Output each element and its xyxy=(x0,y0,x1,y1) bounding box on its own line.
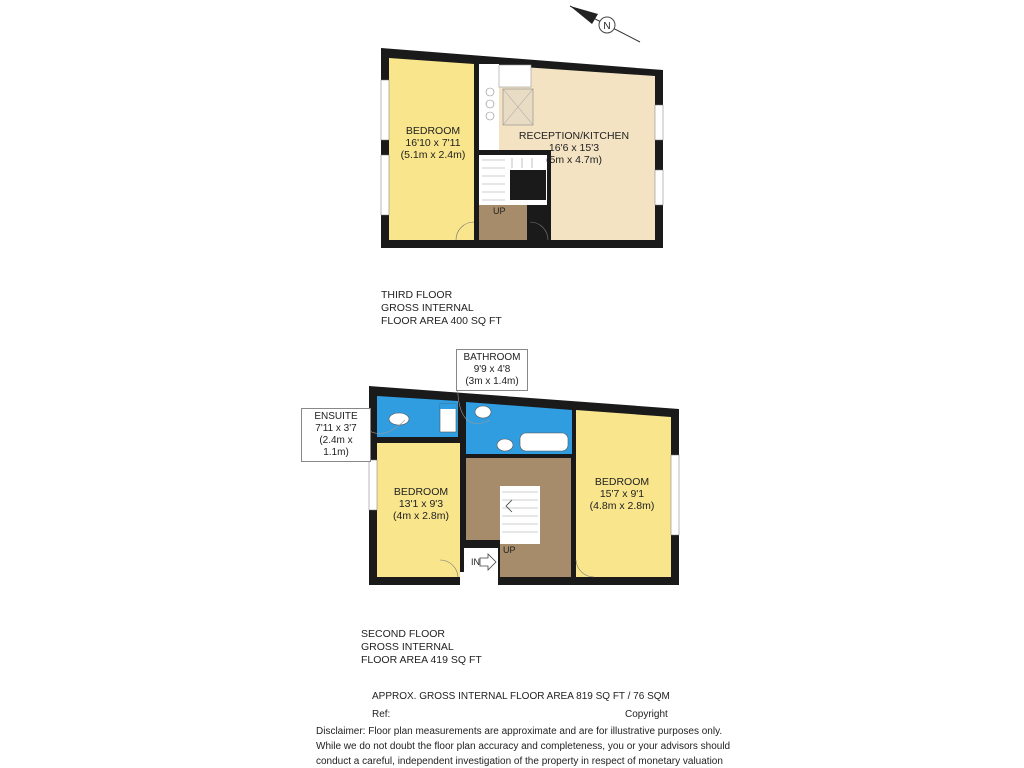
bathroom-name: BATHROOM xyxy=(463,352,521,363)
second-floor-up-label: UP xyxy=(503,545,516,555)
window xyxy=(671,455,679,535)
second-floor-heading-line: GROSS INTERNAL xyxy=(361,641,454,653)
kitchen-units xyxy=(479,64,499,150)
third-floor-up-label: UP xyxy=(493,206,506,216)
ensuite-metric: (2.4m x 1.1m) xyxy=(319,435,353,458)
third-floor-heading-line: THIRD FLOOR xyxy=(381,289,453,301)
basin-icon xyxy=(475,406,491,418)
second-floor-heading xyxy=(361,628,482,667)
window xyxy=(381,155,389,215)
entrance-label: IN xyxy=(471,557,480,567)
reception-imperial: 16'6 x 15'3 xyxy=(548,142,600,154)
bedroom-right-imperial: 15'7 x 9'1 xyxy=(599,488,645,500)
second-floor-stair xyxy=(500,486,540,544)
window xyxy=(655,105,663,140)
bedroom-left-metric: (4m x 2.8m) xyxy=(392,510,450,522)
north-label: N xyxy=(603,21,611,32)
disclaimer-line: Disclaimer: Floor plan measurements are approximate and are for illustrative purposes only. xyxy=(316,726,723,737)
second-floor-heading-line: SECOND FLOOR xyxy=(361,628,446,640)
bedroom-right-metric: (4.8m x 2.8m) xyxy=(589,500,655,512)
reception-name: RECEPTION/KITCHEN xyxy=(518,130,630,142)
third-floor-heading xyxy=(381,289,502,328)
third-bedroom-name: BEDROOM xyxy=(405,125,461,137)
toilet-icon xyxy=(389,413,409,425)
entrance xyxy=(464,548,498,585)
north-arrow-icon xyxy=(570,6,640,42)
ensuite-imperial: 7'11 x 3'7 xyxy=(315,423,357,434)
bathtub-icon xyxy=(520,433,568,451)
bedroom-left-name: BEDROOM xyxy=(393,486,449,498)
ref-label: Ref: xyxy=(372,709,391,720)
ensuite-name: ENSUITE xyxy=(314,411,358,422)
disclaimer-line: While we do not doubt the floor plan accuracy and completeness, you or your advisors should xyxy=(316,741,731,752)
disclaimer-line: conduct a careful, independent investigation of the property in respect of monetary valuation xyxy=(316,756,723,767)
third-bedroom-metric: (5.1m x 2.4m) xyxy=(400,149,466,161)
total-floor-area: APPROX. GROSS INTERNAL FLOOR AREA 819 SQ FT / 76 SQM xyxy=(372,691,670,702)
window xyxy=(381,80,389,140)
bedroom-left-imperial: 13'1 x 9'3 xyxy=(398,498,444,510)
third-floor-plan xyxy=(381,48,663,248)
bathroom-callout xyxy=(456,349,528,391)
copyright-label: Copyright xyxy=(625,709,668,720)
bathroom-imperial: 9'9 x 4'8 xyxy=(473,364,511,375)
bedroom-right-name: BEDROOM xyxy=(594,476,650,488)
ensuite-callout xyxy=(301,408,371,462)
third-floor-heading-line: GROSS INTERNAL xyxy=(381,302,474,314)
window xyxy=(369,460,377,510)
reception-metric: (5m x 4.7m) xyxy=(545,154,603,166)
window xyxy=(655,170,663,205)
third-bedroom-imperial: 16'10 x 7'11 xyxy=(405,137,461,149)
third-floor-heading-line: FLOOR AREA 400 SQ FT xyxy=(381,315,502,327)
toilet-icon xyxy=(497,439,513,451)
second-floor-heading-line: FLOOR AREA 419 SQ FT xyxy=(361,654,482,666)
bathroom-metric: (3m x 1.4m) xyxy=(465,376,519,387)
second-floor-plan xyxy=(365,374,679,585)
